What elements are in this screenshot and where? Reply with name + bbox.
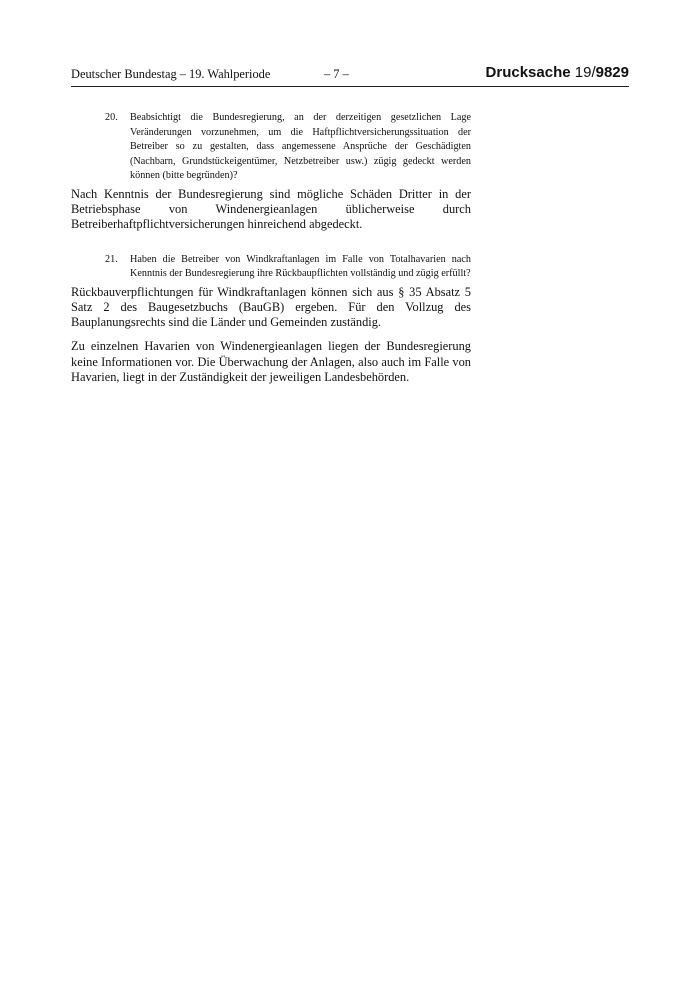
page-number: – 7 –	[324, 67, 349, 81]
document-label: Drucksache	[485, 64, 571, 81]
document-number-main: 9829	[595, 64, 629, 81]
publication-title: Deutscher Bundestag – 19. Wahlperiode	[71, 67, 271, 81]
section-spacer	[71, 242, 471, 253]
question-20	[71, 111, 471, 184]
question-number: 21.	[105, 253, 118, 265]
answer-paragraph: Nach Kenntnis der Bundesregierung sind mögliche Schäden Dritter in der Betriebsphase von Windenergieanlagen üblicherweise durch Betreiberhaftpflichtversicherungen hinreichend abgedeckt.	[71, 186, 471, 232]
question-21	[71, 253, 471, 282]
answer-paragraph: Zu einzelnen Havarien von Windenergieanlagen liegen der Bundesregierung keine Informationen vor. Die Überwachung der Anlagen, also auch im Falle von Havarien, liegt in der Zuständigkeit der jeweiligen Landesbehörden.	[71, 339, 471, 384]
document-number	[486, 64, 629, 81]
document-number-prefix: 19/	[574, 64, 596, 81]
page-header	[71, 66, 629, 87]
question-text: Haben die Betreiber von Windkraftanlagen im Falle von Totalhavarien nach Kenntnis der Bundesregierung ihre Rückbaupflichten vollständig und zügig erfüllt?	[130, 253, 471, 280]
question-number: 20.	[105, 112, 118, 123]
answer-paragraph: Rückbauverpflichtungen für Windkraftanlagen können sich aus § 35 Absatz 5 Satz 2 des Baugesetzbuchs (BauGB) ergeben. Für den Vollzug des Bauplanungsrechts sind die Länder und Gemeinden zuständig.	[71, 284, 471, 330]
document-body	[71, 111, 471, 394]
question-text: Beabsichtigt die Bundesregierung, an der derzeitigen gesetzlichen Lage Veränderungen vorzunehmen, um die Haftpflichtversicherungssituation der Betreiber so zu gestalten, dass angemessene Ansprüche der Geschädigten (Nachbarn, Grundstückeigentümer, Netzbetreiber usw.) zügig gedeckt werden können (bitte begründen)?	[130, 112, 471, 182]
